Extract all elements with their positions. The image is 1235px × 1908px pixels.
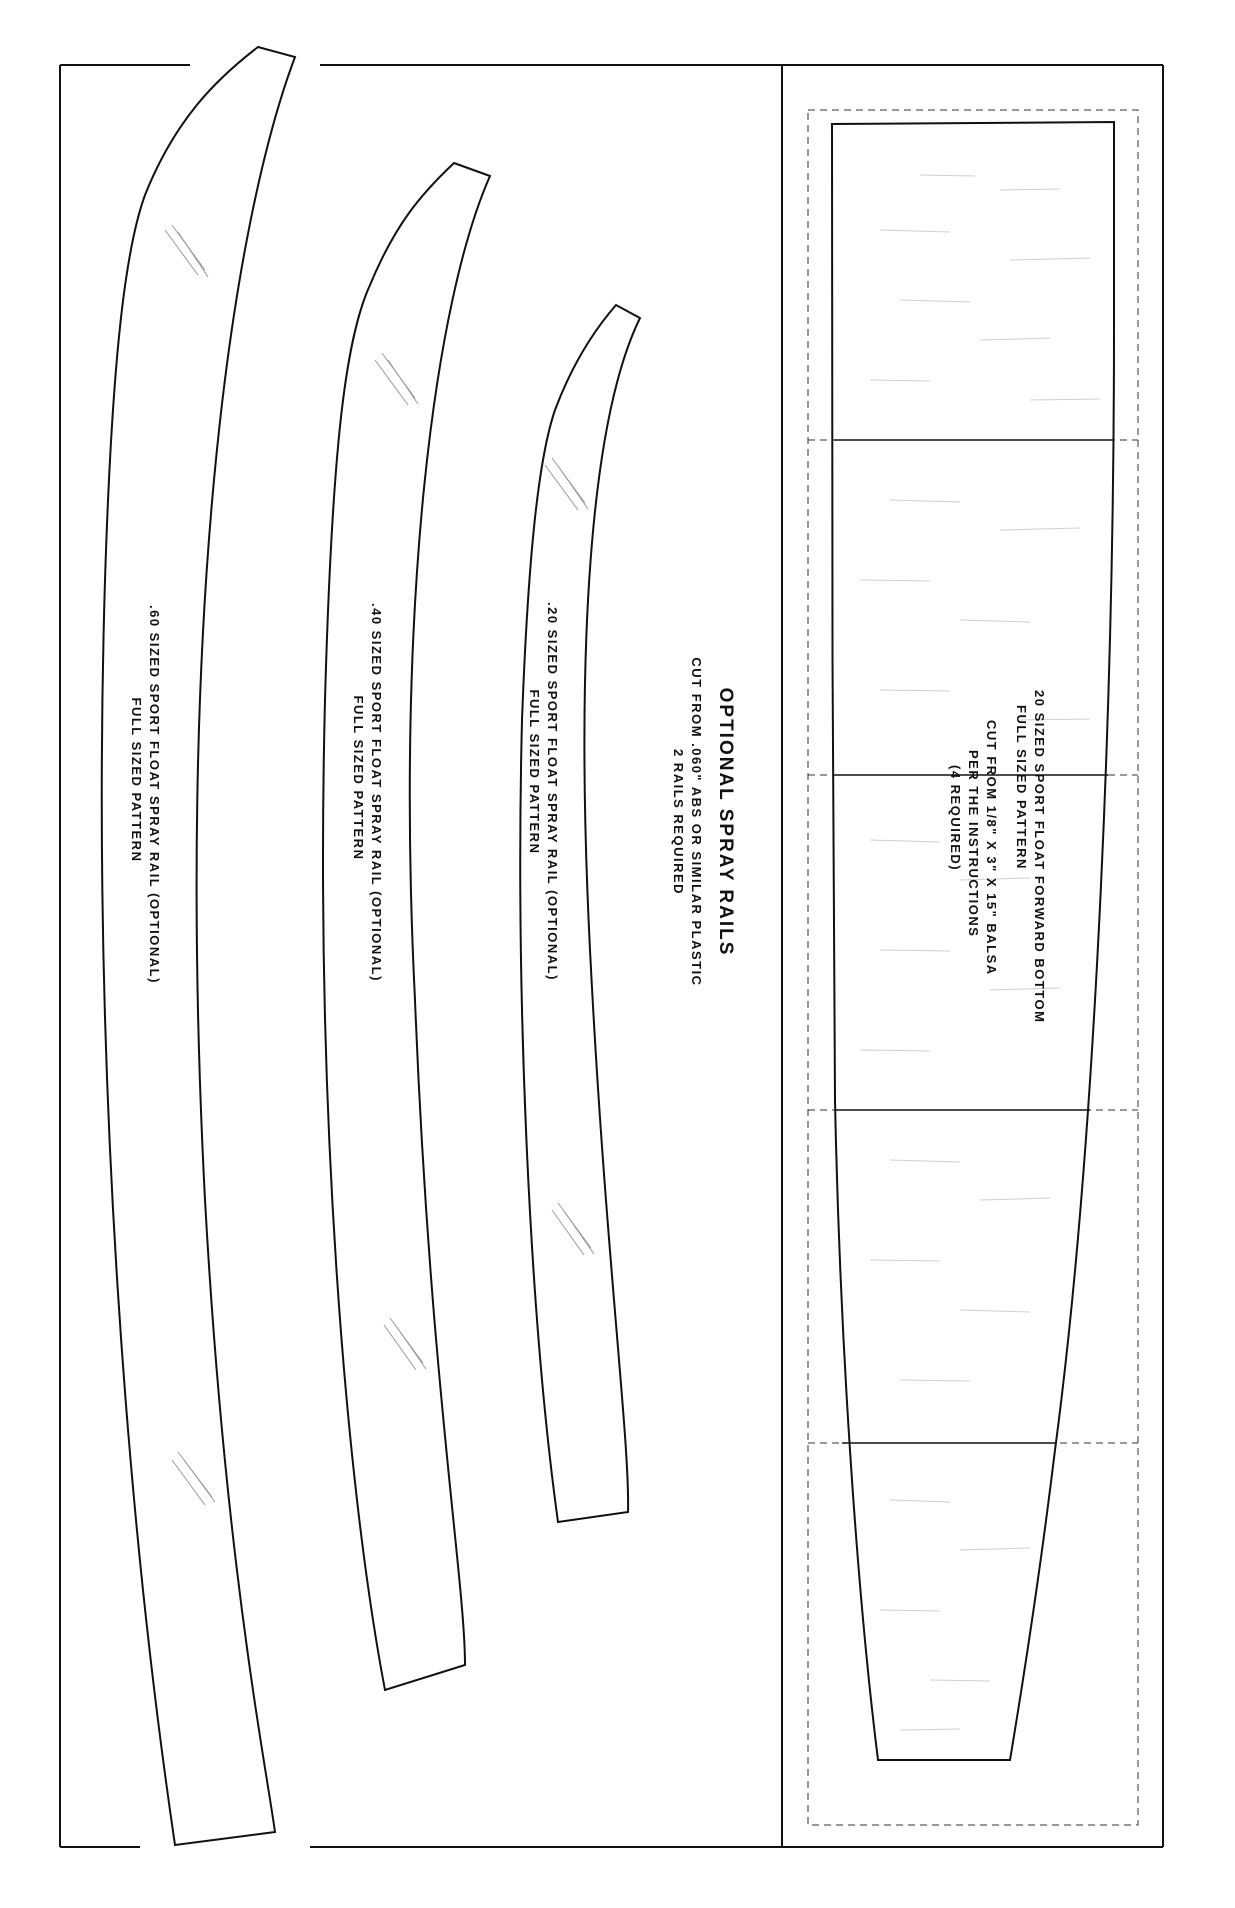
spray-rail-40-pattern-label: FULL SIZED PATTERN (351, 695, 366, 861)
spray-rail-60-pattern-label: FULL SIZED PATTERN (129, 697, 144, 863)
forward-bottom-quantity: (4 REQUIRED) (948, 765, 963, 872)
balsa-grain (860, 175, 1100, 1730)
forward-bottom-pattern-label: FULL SIZED PATTERN (1014, 705, 1029, 870)
spray-rail-60-size-label: .60 SIZED SPORT FLOAT SPRAY RAIL (OPTIONAL) (147, 605, 162, 984)
forward-bottom-label (948, 690, 1047, 1023)
forward-bottom-instructions: PER THE INSTRUCTIONS (966, 750, 981, 938)
spray-rail-40-size-label: .40 SIZED SPORT FLOAT SPRAY RAIL (OPTIONAL) (369, 603, 384, 982)
spray-rail-40-label (351, 603, 384, 982)
spray-rail-20 (520, 305, 640, 1522)
spray-rail-20-pattern-label: FULL SIZED PATTERN (527, 689, 542, 855)
forward-bottom-title: 20 SIZED SPORT FLOAT FORWARD BOTTOM (1032, 690, 1047, 1024)
spray-rails-heading (671, 657, 736, 986)
forward-bottom-part (832, 122, 1114, 1760)
forward-bottom-material: CUT FROM 1/8" X 3" X 15" BALSA (984, 720, 999, 976)
spray-rail-20-size-label: .20 SIZED SPORT FLOAT SPRAY RAIL (OPTIONAL) (545, 602, 560, 981)
spray-rail-20-label (527, 602, 560, 981)
spray-rail-60-label (129, 605, 162, 984)
spray-rails-material: CUT FROM .060" ABS OR SIMILAR PLASTIC (689, 657, 704, 987)
spray-rail-60 (102, 47, 295, 1845)
spray-rails-quantity: 2 RAILS REQUIRED (671, 748, 686, 896)
spray-rails-title: OPTIONAL SPRAY RAILS (715, 687, 736, 957)
spray-rail-40 (323, 163, 490, 1690)
forward-bottom-stock (808, 110, 1138, 1825)
